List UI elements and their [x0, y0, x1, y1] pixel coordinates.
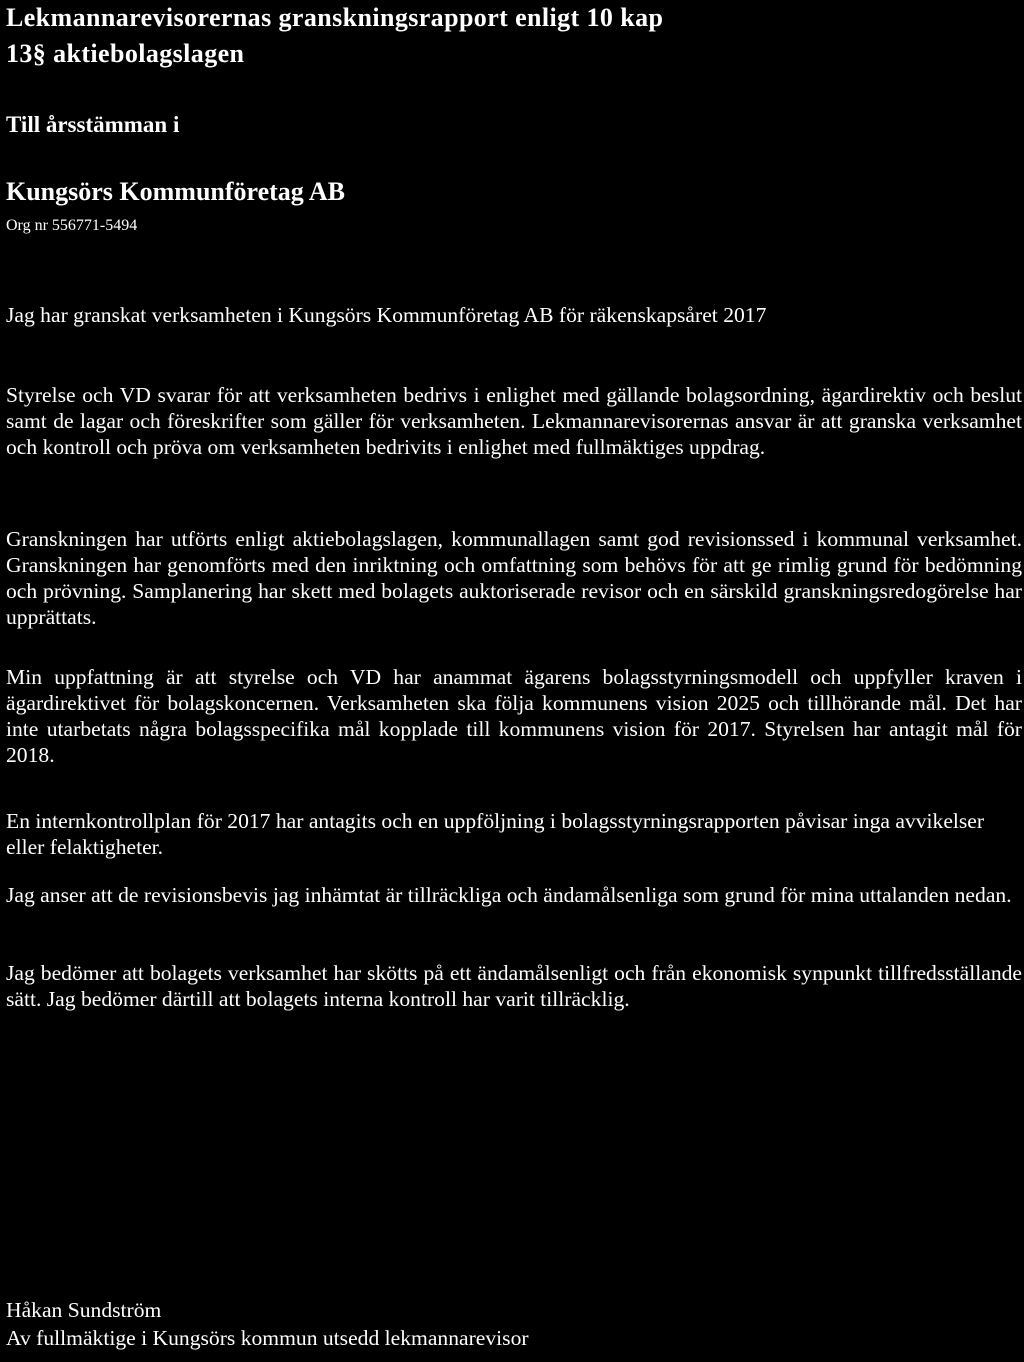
report-title — [6, 0, 663, 72]
intro-paragraph: Jag har granskat verksamheten i Kungsörs Kommunföretag AB för räkenskapsåret 2017 — [6, 303, 767, 327]
report-title-line-2: 13§ aktiebolagslagen — [6, 39, 245, 68]
paragraph-internal-control-plan: En internkontrollplan för 2017 har antagits och en uppföljning i bolagsstyrningsrapporten påvisar inga avvikelser eller felaktigheter. — [6, 809, 985, 859]
paragraph-opinion-governance: Min uppfattning är att styrelse och VD har anammat ägarens bolagsstyrningsmodell och uppfyller kraven i ägardirektivet för bolagskoncernen. Verksamheten ska följa kommunens vision 2025 och tillhörande mål. Det har inte utarbetats några bolagsspecifika mål kopplade till kommunens vision för 2017. Styrelsen har antagit mål för 2018. — [6, 665, 1022, 767]
report-title-line-1: Lekmannarevisorernas granskningsrapport enligt 10 kap — [6, 3, 664, 32]
paragraph-conclusion: Jag bedömer att bolagets verksamhet har skötts på ett ändamålsenligt och från ekonomisk synpunkt tillfredsställande sätt. Jag bedömer därtill att bolagets interna kontroll har varit tillräcklig. — [6, 961, 1022, 1011]
paragraph-responsibility: Styrelse och VD svarar för att verksamheten bedrivs i enlighet med gällande bolagsordning, ägardirektiv och beslut samt de lagar och föreskrifter som gäller för verksamheten. Lekmannarevisorernas ansvar är att granska verksamhet och kontroll och pröva om verksamheten bedrivits i enlighet med fullmäktiges uppdrag. — [6, 383, 1022, 459]
org-number: Org nr 556771-5494 — [6, 217, 138, 234]
paragraph-evidence: Jag anser att de revisionsbevis jag inhämtat är tillräckliga och ändamålsenliga som grund för mina uttalanden nedan. — [6, 883, 1012, 907]
addressee: Till årsstämman i — [6, 112, 180, 137]
signature-block — [6, 1296, 529, 1352]
document-page — [6, 0, 1020, 1362]
paragraph-method: Granskningen har utförts enligt aktiebolagslagen, kommunallagen samt god revisionssed i kommunal verksamhet. Granskningen har genomförts med den inriktning och omfattning som behövs för att ge rimlig grund för bedömning och prövning. Samplanering har skett med bolagets auktoriserade revisor och en särskild granskningsredogörelse har upprättats. — [6, 527, 1022, 629]
company-name: Kungsörs Kommunföretag AB — [6, 177, 345, 206]
signatory-role: Av fullmäktige i Kungsörs kommun utsedd lekmannarevisor — [6, 1326, 529, 1350]
signatory-name: Håkan Sundström — [6, 1298, 162, 1322]
